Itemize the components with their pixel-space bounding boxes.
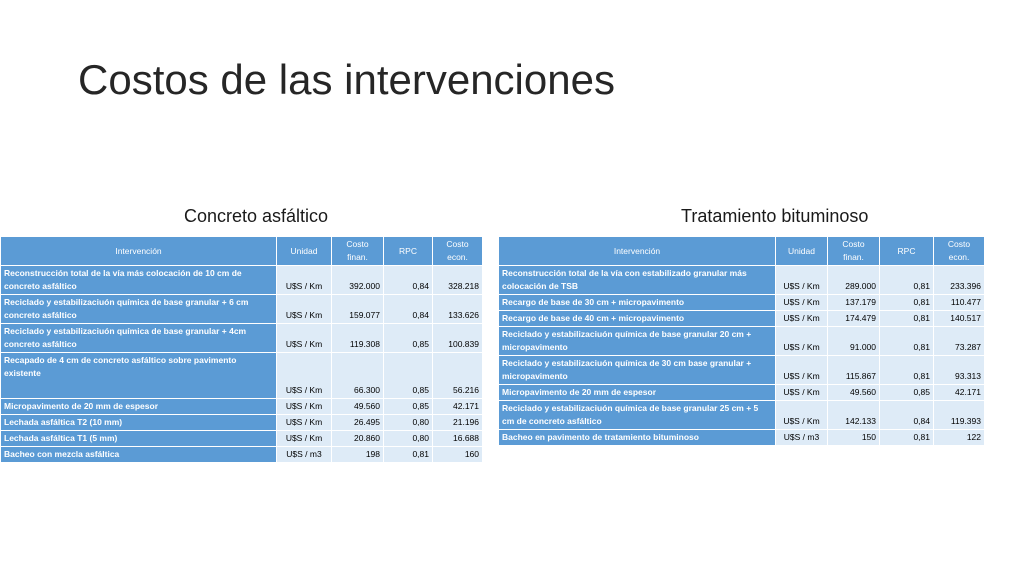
right-table-heading: Tratamiento bituminoso — [681, 206, 869, 226]
table-row — [499, 356, 985, 385]
table-row — [499, 385, 985, 401]
cell-unidad: U$S / Km — [776, 401, 828, 430]
table-row — [1, 431, 483, 447]
cell-intervencion: Reciclado y estabilizaciuón química de base granular 20 cm + micropavimento — [499, 327, 776, 356]
cell-rpc: 0,84 — [384, 295, 433, 324]
cell-intervencion: Reciclado y estabilizaciuón química de 30 cm base granular + micropavimento — [499, 356, 776, 385]
cell-unidad: U$S / Km — [776, 385, 828, 401]
cell-costo-finan: 20.860 — [332, 431, 384, 447]
cell-intervencion: Bacheo en pavimento de tratamiento bituminoso — [499, 430, 776, 446]
cell-intervencion: Reciclado y estabilizaciuón química de base granular 25 cm + 5 cm de concreto asfáltico — [499, 401, 776, 430]
cell-costo-econ: 56.216 — [433, 353, 483, 399]
header-costo-econ: Costo econ. — [934, 237, 985, 266]
cell-rpc: 0,85 — [384, 353, 433, 399]
table-row — [1, 295, 483, 324]
cell-rpc: 0,80 — [384, 431, 433, 447]
concreto-asfaltico-table — [0, 236, 483, 463]
table-row — [1, 266, 483, 295]
cell-costo-econ: 110.477 — [934, 295, 985, 311]
cell-intervencion: Recargo de base de 40 cm + micropavimento — [499, 311, 776, 327]
cell-costo-finan: 49.560 — [332, 399, 384, 415]
left-table-heading: Concreto asfáltico — [184, 206, 329, 226]
cell-intervencion: Micropavimento de 20 mm de espesor — [499, 385, 776, 401]
tratamiento-bituminoso-table — [498, 236, 985, 446]
cell-unidad: U$S / Km — [776, 311, 828, 327]
cell-rpc: 0,81 — [880, 430, 934, 446]
header-costo-econ: Costo econ. — [433, 237, 483, 266]
cell-costo-econ: 93.313 — [934, 356, 985, 385]
cell-costo-finan: 119.308 — [332, 324, 384, 353]
cell-unidad: U$S / m3 — [776, 430, 828, 446]
table-row — [1, 447, 483, 463]
cell-intervencion: Recapado de 4 cm de concreto asfáltico sobre pavimento existente — [1, 353, 277, 399]
cell-rpc: 0,81 — [880, 356, 934, 385]
cell-intervencion: Reconstrucción total de la vía más colocación de 10 cm de concreto asfáltico — [1, 266, 277, 295]
cell-unidad: U$S / Km — [277, 431, 332, 447]
table-row — [1, 399, 483, 415]
cell-costo-econ: 119.393 — [934, 401, 985, 430]
slide-title: Costos de las intervenciones — [78, 56, 615, 103]
header-rpc: RPC — [880, 237, 934, 266]
cell-costo-econ: 73.287 — [934, 327, 985, 356]
cell-rpc: 0,81 — [880, 311, 934, 327]
cell-unidad: U$S / Km — [277, 353, 332, 399]
cell-rpc: 0,84 — [384, 266, 433, 295]
cell-intervencion: Lechada asfáltica T1 (5 mm) — [1, 431, 277, 447]
table-header-row — [499, 237, 985, 266]
cell-costo-econ: 21.196 — [433, 415, 483, 431]
cell-intervencion: Reciclado y estabilizaciuón química de base granular + 6 cm concreto asfáltico — [1, 295, 277, 324]
table-row — [499, 401, 985, 430]
table-row — [1, 415, 483, 431]
cell-costo-econ: 42.171 — [934, 385, 985, 401]
cell-unidad: U$S / Km — [776, 295, 828, 311]
cell-rpc: 0,81 — [880, 327, 934, 356]
cell-costo-econ: 328.218 — [433, 266, 483, 295]
cell-intervencion: Recargo de base de 30 cm + micropavimento — [499, 295, 776, 311]
table-header-row — [1, 237, 483, 266]
cell-rpc: 0,84 — [880, 401, 934, 430]
header-costo-finan: Costo finan. — [332, 237, 384, 266]
cell-costo-finan: 392.000 — [332, 266, 384, 295]
table-row — [499, 295, 985, 311]
cell-costo-finan: 66.300 — [332, 353, 384, 399]
header-costo-finan: Costo finan. — [828, 237, 880, 266]
cell-rpc: 0,81 — [880, 295, 934, 311]
cell-rpc: 0,85 — [384, 324, 433, 353]
header-intervencion: Intervención — [499, 237, 776, 266]
cell-unidad: U$S / Km — [277, 324, 332, 353]
cell-costo-finan: 137.179 — [828, 295, 880, 311]
cell-intervencion: Lechada asfáltica T2 (10 mm) — [1, 415, 277, 431]
cell-rpc: 0,85 — [880, 385, 934, 401]
cell-unidad: U$S / Km — [277, 295, 332, 324]
cell-costo-finan: 198 — [332, 447, 384, 463]
cell-unidad: U$S / Km — [277, 415, 332, 431]
cell-costo-econ: 160 — [433, 447, 483, 463]
cell-unidad: U$S / Km — [776, 356, 828, 385]
cell-costo-econ: 42.171 — [433, 399, 483, 415]
cell-costo-finan: 26.495 — [332, 415, 384, 431]
cell-costo-econ: 133.626 — [433, 295, 483, 324]
cell-intervencion: Reconstrucción total de la vía con estabilizado granular más colocación de TSB — [499, 266, 776, 295]
table-row — [499, 311, 985, 327]
cell-unidad: U$S / Km — [277, 399, 332, 415]
cell-costo-econ: 140.517 — [934, 311, 985, 327]
cell-unidad: U$S / Km — [776, 327, 828, 356]
cell-costo-finan: 49.560 — [828, 385, 880, 401]
cell-costo-econ: 16.688 — [433, 431, 483, 447]
cell-costo-finan: 91.000 — [828, 327, 880, 356]
cell-costo-finan: 142.133 — [828, 401, 880, 430]
header-rpc: RPC — [384, 237, 433, 266]
cell-unidad: U$S / Km — [776, 266, 828, 295]
cell-costo-econ: 122 — [934, 430, 985, 446]
cell-rpc: 0,81 — [384, 447, 433, 463]
table-row — [499, 266, 985, 295]
cell-costo-econ: 100.839 — [433, 324, 483, 353]
cell-costo-finan: 159.077 — [332, 295, 384, 324]
header-unidad: Unidad — [277, 237, 332, 266]
cell-intervencion: Reciclado y estabilizaciuón química de base granular + 4cm concreto asfáltico — [1, 324, 277, 353]
header-unidad: Unidad — [776, 237, 828, 266]
cell-rpc: 0,80 — [384, 415, 433, 431]
cell-unidad: U$S / Km — [277, 266, 332, 295]
cell-costo-finan: 150 — [828, 430, 880, 446]
table-row — [1, 353, 483, 399]
table-row — [499, 327, 985, 356]
table-row — [499, 430, 985, 446]
cell-intervencion: Micropavimento de 20 mm de espesor — [1, 399, 277, 415]
cell-costo-finan: 289.000 — [828, 266, 880, 295]
cell-costo-finan: 115.867 — [828, 356, 880, 385]
cell-rpc: 0,81 — [880, 266, 934, 295]
table-row — [1, 324, 483, 353]
cell-rpc: 0,85 — [384, 399, 433, 415]
cell-intervencion: Bacheo con mezcla asfáltica — [1, 447, 277, 463]
cell-unidad: U$S / m3 — [277, 447, 332, 463]
cell-costo-econ: 233.396 — [934, 266, 985, 295]
header-intervencion: Intervención — [1, 237, 277, 266]
cell-costo-finan: 174.479 — [828, 311, 880, 327]
